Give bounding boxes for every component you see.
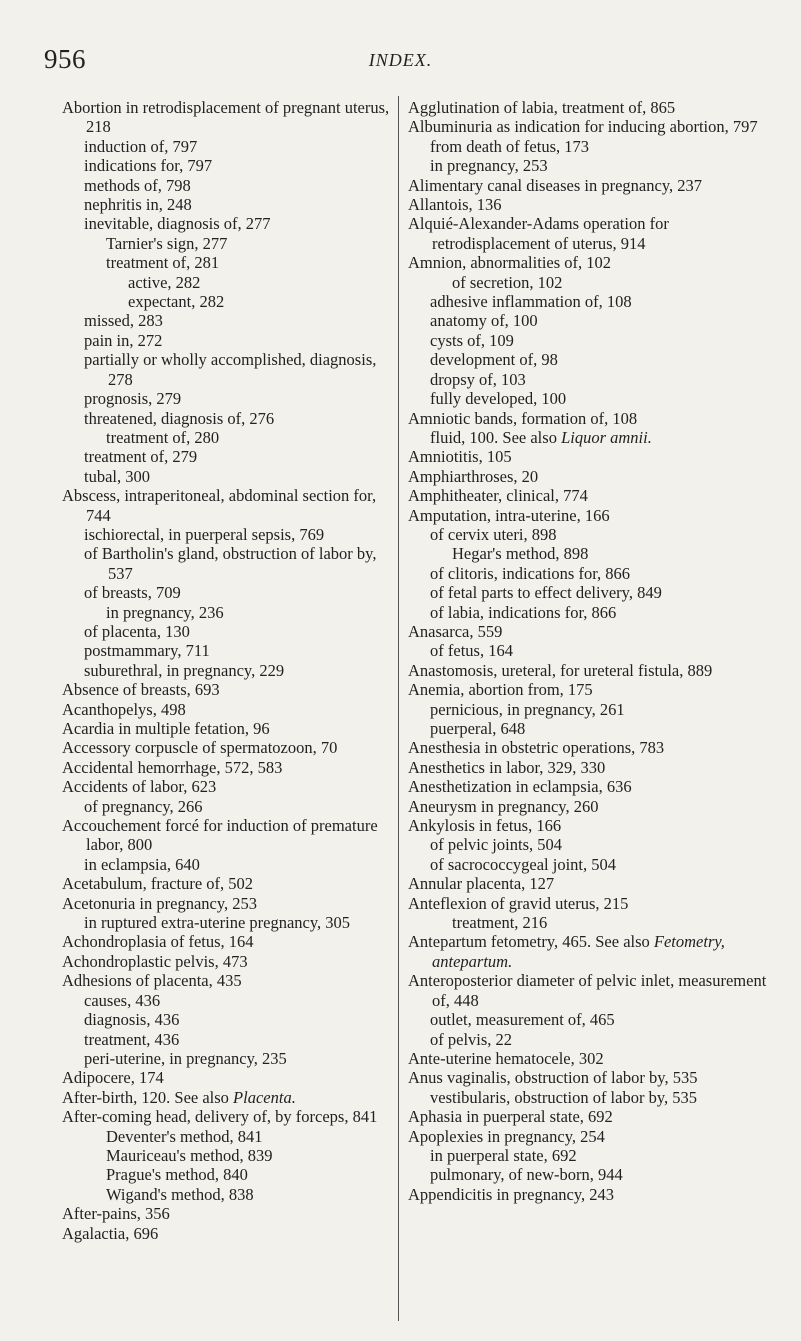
index-entry	[62, 486, 391, 525]
index-entry-text: Anus vaginalis, obstruction of labor by, 535	[408, 1068, 698, 1088]
index-entry	[84, 447, 391, 466]
index-entry-text: Mauriceau's method, 839	[106, 1145, 273, 1165]
index-entry-text: prognosis, 279	[84, 389, 182, 409]
index-entry-text: Placenta.	[233, 1087, 296, 1107]
index-entry-text: diagnosis, 436	[84, 1010, 180, 1030]
index-entry	[84, 641, 391, 660]
index-entry	[84, 1030, 391, 1049]
index-entry	[430, 700, 783, 719]
index-entry-text: adhesive inflammation of, 108	[430, 292, 632, 312]
index-entry-text: of clitoris, indications for, 866	[430, 563, 631, 583]
index-entry	[106, 234, 391, 253]
index-entry	[408, 680, 783, 699]
index-entry	[62, 1068, 391, 1087]
index-entry-text: Fetometry, antepartum.	[432, 932, 725, 971]
index-entry	[408, 98, 783, 117]
index-entry	[106, 1146, 391, 1165]
index-entry-text: Aphasia in puerperal state, 692	[408, 1107, 613, 1127]
index-entry-text: threatened, diagnosis of, 276	[84, 408, 275, 428]
index-entry-text: Achondroplasia of fetus, 164	[62, 932, 254, 952]
index-entry-text: Anemia, abortion from, 175	[408, 680, 593, 700]
index-entry	[430, 370, 783, 389]
column-divider	[398, 96, 399, 1321]
index-entry	[62, 894, 391, 913]
index-entry	[430, 583, 783, 602]
index-entry-text: Ante-uterine hematocele, 302	[408, 1048, 604, 1068]
index-entry-text: Adhesions of placenta, 435	[62, 971, 242, 991]
index-entry	[430, 835, 783, 854]
index-entry	[408, 874, 783, 893]
index-entry-text: Anteflexion of gravid uterus, 215	[408, 893, 629, 913]
index-entry-text: Amnion, abnormalities of, 102	[408, 253, 612, 273]
index-entry-text: Abortion in retrodisplacement of pregnant uterus, 218	[62, 98, 390, 137]
index-entry-text: fluid, 100. See also	[430, 427, 562, 447]
index-entry	[62, 758, 391, 777]
index-entry	[430, 311, 783, 330]
index-entry	[84, 797, 391, 816]
index-entry-text: tubal, 300	[84, 466, 150, 486]
index-entry	[408, 195, 783, 214]
index-entry	[62, 952, 391, 971]
index-entry	[430, 641, 783, 660]
index-entry	[84, 311, 391, 330]
index-entry	[128, 292, 391, 311]
index-entry-text: from death of fetus, 173	[430, 136, 589, 156]
index-entry-text: in pregnancy, 253	[430, 156, 548, 176]
index-entry-text: Tarnier's sign, 277	[106, 233, 228, 253]
index-entry	[62, 1204, 391, 1223]
index-entry-text: of Bartholin's gland, obstruction of labor by, 537	[84, 544, 377, 583]
index-entry-text: treatment of, 280	[106, 427, 220, 447]
index-entry	[84, 913, 391, 932]
index-entry	[62, 777, 391, 796]
index-entry	[84, 156, 391, 175]
index-entry	[84, 137, 391, 156]
index-entry-text: development of, 98	[430, 350, 558, 370]
index-entry-text: active, 282	[128, 272, 201, 292]
index-entry-text: induction of, 797	[84, 136, 198, 156]
index-entry-text: Liquor amnii.	[561, 427, 652, 447]
index-entry-text: Alimentary canal diseases in pregnancy, 237	[408, 175, 702, 195]
index-entry	[430, 1146, 783, 1165]
index-column-left	[62, 98, 391, 1243]
index-entry	[62, 738, 391, 757]
index-entry	[408, 797, 783, 816]
index-entry	[84, 1049, 391, 1068]
index-entry	[408, 447, 783, 466]
index-entry	[408, 622, 783, 641]
index-entry-text: Amputation, intra-uterine, 166	[408, 505, 610, 525]
index-entry	[84, 622, 391, 641]
index-entry-text: dropsy of, 103	[430, 369, 526, 389]
index-entry	[430, 525, 783, 544]
index-entry-text: Accouchement forcé for induction of premature labor, 800	[62, 816, 378, 855]
index-entry	[62, 971, 391, 990]
index-entry	[408, 1107, 783, 1126]
index-entry-text: Amniotic bands, formation of, 108	[408, 408, 638, 428]
index-entry	[408, 758, 783, 777]
index-entry	[128, 273, 391, 292]
index-entry-text: Appendicitis in pregnancy, 243	[408, 1184, 615, 1204]
index-entry-text: Anesthetization in eclampsia, 636	[408, 777, 632, 797]
index-entry	[452, 913, 783, 932]
index-entry-text: Achondroplastic pelvis, 473	[62, 951, 248, 971]
index-entry	[84, 176, 391, 195]
index-entry	[430, 156, 783, 175]
index-entry-text: expectant, 282	[128, 292, 225, 312]
index-entry	[430, 564, 783, 583]
index-entry-text: puerperal, 648	[430, 719, 526, 738]
index-entry-text: postmammary, 711	[84, 641, 210, 661]
index-entry	[84, 389, 391, 408]
index-entry-text: Accidental hemorrhage, 572, 583	[62, 757, 283, 777]
index-entry	[84, 661, 391, 680]
index-entry-text: Apoplexies in pregnancy, 254	[408, 1126, 605, 1146]
index-entry	[84, 331, 391, 350]
index-entry	[408, 117, 783, 136]
page-number: 956	[44, 44, 86, 74]
index-entry-text: of secretion, 102	[452, 272, 563, 292]
index-entry-text: Anasarca, 559	[408, 621, 503, 641]
index-entry-text: of pelvis, 22	[430, 1029, 513, 1049]
index-entry	[84, 214, 391, 233]
running-head: INDEX.	[368, 50, 433, 70]
index-entry-text: Anteroposterior diameter of pelvic inlet, measurement of, 448	[408, 971, 767, 1010]
index-entry	[62, 719, 391, 738]
index-entry	[430, 137, 783, 156]
index-entry	[430, 719, 783, 738]
index-entry-text: anatomy of, 100	[430, 311, 538, 331]
index-entry	[84, 544, 391, 583]
index-entry	[408, 1127, 783, 1146]
index-entry	[84, 525, 391, 544]
index-entry	[408, 738, 783, 757]
index-entry	[408, 506, 783, 525]
index-entry	[106, 1127, 391, 1146]
index-entry-text: in ruptured extra-uterine pregnancy, 305	[84, 913, 351, 933]
index-entry-text: Acanthopelys, 498	[62, 699, 186, 719]
index-entry-text: of breasts, 709	[84, 583, 181, 603]
index-entry	[408, 467, 783, 486]
index-entry	[106, 1185, 391, 1204]
index-entry-text: causes, 436	[84, 990, 161, 1010]
index-entry	[84, 409, 391, 428]
index-entry-text: After-coming head, delivery of, by forceps, 841	[62, 1107, 378, 1127]
index-entry-text: in puerperal state, 692	[430, 1145, 577, 1165]
index-entry	[84, 467, 391, 486]
index-entry-text: Annular placenta, 127	[408, 874, 555, 894]
index-entry	[62, 1107, 391, 1126]
index-entry	[408, 894, 783, 913]
index-entry-text: Acetonuria in pregnancy, 253	[62, 893, 258, 913]
index-entry-text: Abscess, intraperitoneal, abdominal section for, 744	[62, 486, 377, 525]
index-entry	[408, 1185, 783, 1204]
index-entry-text: of labia, indications for, 866	[430, 602, 617, 622]
index-entry	[106, 253, 391, 272]
index-entry-text: pain in, 272	[84, 330, 163, 350]
index-entry	[84, 350, 391, 389]
index-entry	[430, 1088, 783, 1107]
index-entry-text: of cervix uteri, 898	[430, 524, 557, 544]
index-entry	[430, 1010, 783, 1029]
index-entry-text: Hegar's method, 898	[452, 544, 589, 564]
index-entry-text: peri-uterine, in pregnancy, 235	[84, 1048, 287, 1068]
index-entry-text: Deventer's method, 841	[106, 1126, 263, 1146]
index-entry	[62, 680, 391, 699]
index-entry-text: in pregnancy, 236	[106, 602, 224, 622]
index-entry	[84, 195, 391, 214]
index-entry-text: pulmonary, of new-born, 944	[430, 1165, 623, 1185]
index-entry	[408, 971, 783, 1010]
index-entry-text: Amphitheater, clinical, 774	[408, 486, 588, 506]
index-entry-text: Ankylosis in fetus, 166	[408, 816, 562, 836]
index-entry	[62, 1224, 391, 1243]
index-entry	[408, 661, 783, 680]
index-entry	[408, 409, 783, 428]
index-entry-text: Prague's method, 840	[106, 1165, 248, 1185]
index-entry-text: Wigand's method, 838	[106, 1184, 254, 1204]
index-entry	[84, 583, 391, 602]
index-entry-text: Aneurysm in pregnancy, 260	[408, 796, 599, 816]
index-entry-text: ischiorectal, in puerperal sepsis, 769	[84, 524, 325, 544]
index-entry-text: methods of, 798	[84, 175, 191, 195]
index-entry	[408, 932, 783, 971]
index-entry-text: Accidents of labor, 623	[62, 777, 217, 797]
index-entry-text: indications for, 797	[84, 156, 213, 176]
index-entry	[408, 253, 783, 272]
index-entry	[84, 1010, 391, 1029]
index-entry-text: of fetal parts to effect delivery, 849	[430, 583, 662, 603]
index-entry-text: Agalactia, 696	[62, 1223, 159, 1243]
index-entry-text: Anesthesia in obstetric operations, 783	[408, 738, 665, 758]
index-entry	[62, 932, 391, 951]
index-entry-text: treatment of, 281	[106, 253, 220, 273]
index-entry	[430, 855, 783, 874]
index-entry	[430, 428, 783, 447]
index-entry-text: suburethral, in pregnancy, 229	[84, 660, 285, 680]
index-entry-text: Accessory corpuscle of spermatozoon, 70	[62, 738, 338, 758]
index-entry	[106, 428, 391, 447]
index-entry-text: After-birth, 120. See also	[62, 1087, 234, 1107]
index-entry	[430, 389, 783, 408]
index-entry	[106, 603, 391, 622]
index-entry	[84, 855, 391, 874]
index-entry-text: partially or wholly accomplished, diagnosis, 278	[84, 350, 377, 389]
index-entry-text: Anesthetics in labor, 329, 330	[408, 757, 606, 777]
index-column-right	[408, 98, 783, 1204]
index-entry-text: treatment, 216	[452, 913, 548, 933]
index-entry-text: Anastomosis, ureteral, for ureteral fistula, 889	[408, 660, 713, 680]
index-entry-text: vestibularis, obstruction of labor by, 535	[430, 1087, 698, 1107]
index-entry	[62, 874, 391, 893]
index-entry	[408, 1068, 783, 1087]
index-entry-text: treatment of, 279	[84, 447, 198, 467]
index-entry-text: missed, 283	[84, 311, 163, 331]
index-entry	[452, 273, 783, 292]
index-entry	[408, 1049, 783, 1068]
index-entry-text: of pregnancy, 266	[84, 796, 203, 816]
index-entry-text: Absence of breasts, 693	[62, 680, 220, 700]
index-entry-text: of sacrococcygeal joint, 504	[430, 854, 617, 874]
index-entry	[84, 991, 391, 1010]
index-entry-text: Amniotitis, 105	[408, 447, 512, 467]
index-entry-text: fully developed, 100	[430, 389, 567, 409]
index-entry-text: Albuminuria as indication for inducing abortion, 797	[408, 117, 758, 137]
index-entry-text: Agglutination of labia, treatment of, 865	[408, 98, 676, 117]
index-entry-text: Allantois, 136	[408, 195, 502, 215]
index-entry-text: Acetabulum, fracture of, 502	[62, 874, 254, 894]
index-entry	[62, 816, 391, 855]
index-entry	[62, 1088, 391, 1107]
index-entry-text: outlet, measurement of, 465	[430, 1010, 615, 1030]
index-entry	[408, 486, 783, 505]
index-entry-text: Amphiarthroses, 20	[408, 466, 539, 486]
index-entry	[408, 176, 783, 195]
index-entry-text: inevitable, diagnosis of, 277	[84, 214, 271, 234]
index-entry-text: treatment, 436	[84, 1029, 180, 1049]
index-entry	[452, 544, 783, 563]
index-entry	[408, 816, 783, 835]
index-entry-text: After-pains, 356	[62, 1204, 170, 1224]
page-header	[0, 44, 801, 84]
index-entry	[62, 98, 391, 137]
index-entry-text: Antepartum fetometry, 465. See also	[408, 932, 654, 952]
index-entry	[430, 331, 783, 350]
index-entry-text: Alquié-Alexander-Adams operation for retrodisplacement of uterus, 914	[408, 214, 669, 253]
index-entry	[430, 1165, 783, 1184]
index-entry-text: of fetus, 164	[430, 641, 513, 661]
index-entry	[408, 777, 783, 796]
index-entry-text: in eclampsia, 640	[84, 854, 200, 874]
index-entry-text: pernicious, in pregnancy, 261	[430, 699, 625, 719]
index-entry-text: of placenta, 130	[84, 621, 190, 641]
index-entry	[430, 292, 783, 311]
index-entry	[430, 1030, 783, 1049]
index-entry	[62, 700, 391, 719]
index-entry-text: Acardia in multiple fetation, 96	[62, 719, 270, 738]
index-entry	[408, 214, 783, 253]
index-entry-text: cysts of, 109	[430, 330, 514, 350]
index-entry-text: of pelvic joints, 504	[430, 835, 562, 855]
index-entry	[430, 350, 783, 369]
index-entry-text: nephritis in, 248	[84, 195, 192, 215]
index-entry-text: Adipocere, 174	[62, 1068, 164, 1088]
index-entry	[106, 1165, 391, 1184]
index-entry	[430, 603, 783, 622]
